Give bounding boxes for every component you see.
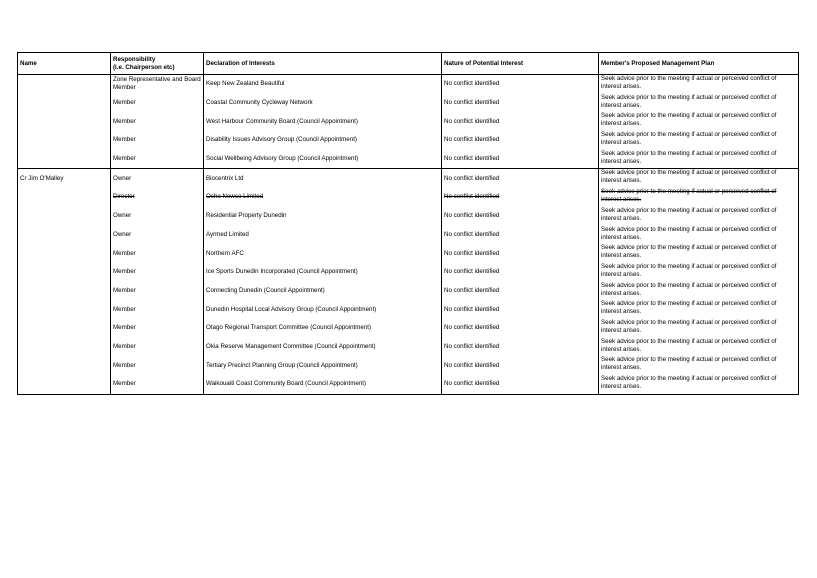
plan-cell: Seek advice prior to the meeting if actual or perceived conflict of interest arises. [601, 112, 777, 128]
header-responsibility-line: Responsibility [113, 55, 156, 63]
declaration-cell: Okia Reserve Management Committee (Council Appointment) [204, 338, 442, 357]
nature-cell: No conflict identified [442, 112, 599, 131]
responsibility-cell: Member [111, 375, 204, 394]
responsibility-cell: Director [111, 188, 204, 207]
responsibility-cell: Member [111, 300, 204, 319]
responsibility-cell: Member [111, 131, 204, 150]
table-row [18, 75, 799, 94]
table-row [18, 226, 799, 245]
table-row [18, 207, 799, 226]
responsibility-cell: Owner [111, 207, 204, 226]
plan-cell: Seek advice prior to the meeting if actual or perceived conflict of interest arises. [601, 318, 777, 334]
plan-cell: Seek advice prior to the meeting if actual or perceived conflict of interest arises. [601, 281, 777, 297]
header-nature: Nature of Potential Interest [442, 53, 599, 75]
declaration-cell: Ice Sports Dunedin Incorporated (Council Appointment) [204, 263, 442, 282]
header-name: Name [18, 53, 111, 75]
responsibility-cell: Member [111, 282, 204, 301]
declaration-cell: Dunedin Hospital Local Advisory Group (Council Appointment) [204, 300, 442, 319]
declaration-cell: Coastal Community Cycleway Network [204, 94, 442, 113]
responsibility-cell: Owner [111, 226, 204, 245]
header-declaration: Declaration of Interests [204, 53, 442, 75]
declaration-cell: Disability Issues Advisory Group (Council Appointment) [204, 131, 442, 150]
nature-cell: No conflict identified [442, 282, 599, 301]
nature-cell: No conflict identified [442, 356, 599, 375]
register-of-interests-sheet [17, 52, 798, 395]
declaration-cell: Social Wellbeing Advisory Group (Council Appointment) [204, 150, 442, 169]
register-of-interests-table [17, 52, 799, 395]
responsibility-cell: Member [111, 94, 204, 113]
table-row [18, 300, 799, 319]
declaration-cell: Ayrmed Limited [204, 226, 442, 245]
plan-cell: Seek advice prior to the meeting if actual or perceived conflict of interest arises. [601, 93, 777, 109]
table-row [18, 112, 799, 131]
table-body [18, 75, 799, 395]
table-row [18, 356, 799, 375]
table-row [18, 319, 799, 338]
table-row [18, 188, 799, 207]
header-row [18, 53, 799, 75]
plan-cell: Seek advice prior to the meeting if actual or perceived conflict of interest arises. [601, 375, 777, 390]
declaration-cell: Connecting Dunedin (Council Appointment) [204, 282, 442, 301]
nature-cell: No conflict identified [442, 300, 599, 319]
declaration-cell: West Harbour Community Board (Council Appointment) [204, 112, 442, 131]
declaration-cell: Tertiary Precinct Planning Group (Council Appointment) [204, 356, 442, 375]
declaration-cell: Ocho Newco Limited [204, 188, 442, 207]
declaration-cell: Otago Regional Transport Committee (Council Appointment) [204, 319, 442, 338]
member-name-cell: Cr Jim O'Malley [18, 169, 111, 394]
plan-cell: Seek advice prior to the meeting if actual or perceived conflict of interest arises. [601, 131, 777, 147]
declaration-cell: Waikouaiti Coast Community Board (Council Appointment) [204, 375, 442, 394]
responsibility-cell: Member [111, 319, 204, 338]
table-row [18, 244, 799, 263]
nature-cell: No conflict identified [442, 226, 599, 245]
responsibility-cell: Member [111, 112, 204, 131]
nature-cell: No conflict identified [442, 244, 599, 263]
declaration-cell: Keep New Zealand Beautiful [204, 75, 442, 94]
plan-cell: Seek advice prior to the meeting if actual or perceived conflict of interest arises. [599, 169, 799, 188]
plan-cell: Seek advice prior to the meeting if actual or perceived conflict of interest arises. [601, 337, 777, 353]
table-row [18, 169, 799, 188]
plan-cell: Seek advice prior to the meeting if actual or perceived conflict of interest arises. [601, 188, 777, 204]
plan-cell: Seek advice prior to the meeting if actual or perceived conflict of interest arises. [601, 262, 777, 278]
declaration-cell: Northern AFC [204, 244, 442, 263]
table-row [18, 338, 799, 357]
member-name-cell [18, 75, 111, 169]
plan-cell: Seek advice prior to the meeting if actual or perceived conflict of interest arises. [601, 206, 777, 222]
plan-cell: Seek advice prior to the meeting if actual or perceived conflict of interest arises. [601, 149, 777, 165]
declaration-cell: Biocentrix Ltd [204, 169, 442, 188]
nature-cell: No conflict identified [442, 75, 599, 94]
responsibility-cell: Member [111, 244, 204, 263]
plan-cell: Seek advice prior to the meeting if actual or perceived conflict of interest arises. [601, 244, 777, 260]
responsibility-cell: Owner [111, 169, 204, 188]
nature-cell: No conflict identified [442, 263, 599, 282]
plan-cell: Seek advice prior to the meeting if actual or perceived conflict of interest arises. [601, 356, 777, 372]
nature-cell: No conflict identified [442, 150, 599, 169]
declaration-cell: Residential Property Dunedin [204, 207, 442, 226]
plan-cell: Seek advice prior to the meeting if actual or perceived conflict of interest arises. [601, 225, 777, 241]
responsibility-cell: Member [111, 263, 204, 282]
table-row [18, 263, 799, 282]
responsibility-cell: Member [111, 356, 204, 375]
nature-cell: No conflict identified [442, 131, 599, 150]
responsibility-cell: Member [111, 150, 204, 169]
nature-cell: No conflict identified [442, 188, 599, 207]
header-responsibility-line: (i.e. Chairperson etc) [113, 63, 175, 71]
header-responsibility [111, 53, 204, 75]
nature-cell: No conflict identified [442, 94, 599, 113]
responsibility-cell: Zone Representative and Board Member [111, 75, 204, 94]
header-plan: Member's Proposed Management Plan [599, 53, 799, 75]
plan-cell: Seek advice prior to the meeting if actual or perceived conflict of interest arises. [599, 75, 799, 94]
nature-cell: No conflict identified [442, 319, 599, 338]
plan-cell: Seek advice prior to the meeting if actual or perceived conflict of interest arises. [601, 300, 777, 316]
nature-cell: No conflict identified [442, 338, 599, 357]
nature-cell: No conflict identified [442, 169, 599, 188]
table-row [18, 375, 799, 394]
nature-cell: No conflict identified [442, 207, 599, 226]
nature-cell: No conflict identified [442, 375, 599, 394]
table-row [18, 131, 799, 150]
table-row [18, 282, 799, 301]
table-row [18, 94, 799, 113]
table-row [18, 150, 799, 169]
responsibility-cell: Member [111, 338, 204, 357]
